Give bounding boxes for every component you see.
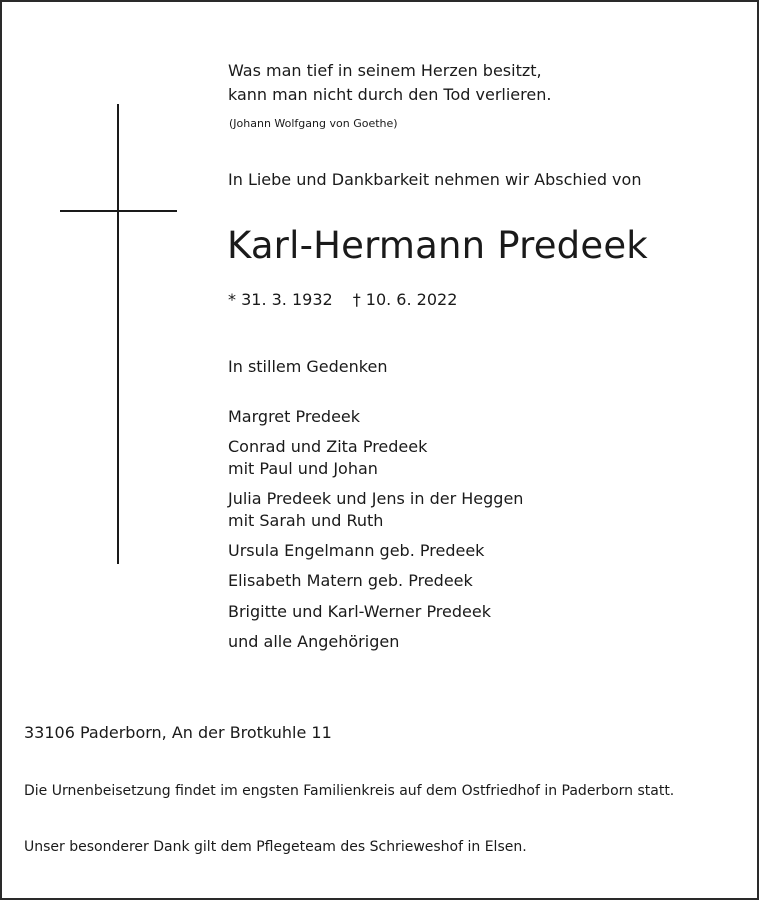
mourner-name: Margret Predeek xyxy=(228,407,361,426)
mourner-item xyxy=(228,540,523,561)
quote-line-1: Was man tief in seinem Herzen besitzt, xyxy=(228,61,542,80)
mourner-item xyxy=(228,570,523,591)
mourner-item xyxy=(228,488,523,531)
mourner-item xyxy=(228,631,523,652)
mourner-children: mit Paul und Johan xyxy=(228,458,378,478)
mourner-children: mit Sarah und Ruth xyxy=(228,510,384,530)
death-date: † 10. 6. 2022 xyxy=(352,290,458,309)
burial-note: Die Urnenbeisetzung findet im engsten Familienkreis auf dem Ostfriedhof in Paderborn statt. xyxy=(24,783,675,799)
mourner-item xyxy=(228,406,523,427)
cross-icon xyxy=(117,104,119,564)
quote-author: (Johann Wolfgang von Goethe) xyxy=(229,117,398,130)
life-dates xyxy=(228,289,457,311)
cross-icon-crossbar xyxy=(60,210,177,212)
mourner-name: Brigitte und Karl-Werner Predeek xyxy=(228,601,491,621)
deceased-name: Karl-Hermann Predeek xyxy=(227,224,648,267)
quote-line-2: kann man nicht durch den Tod verlieren. xyxy=(228,85,552,104)
intro-text: In Liebe und Dankbarkeit nehmen wir Abschied von xyxy=(228,170,642,189)
mourner-name: Elisabeth Matern geb. Predeek xyxy=(228,571,473,591)
mourner-name: und alle Angehörigen xyxy=(228,632,400,652)
mourner-name: Conrad und Zita Predeek xyxy=(228,437,428,457)
thanks-note: Unser besonderer Dank gilt dem Pflegeteam des Schrieweshof in Elsen. xyxy=(24,839,527,855)
mourner-item xyxy=(228,601,523,622)
family-address: 33106 Paderborn, An der Brotkuhle 11 xyxy=(24,723,332,742)
mourner-name: Ursula Engelmann geb. Predeek xyxy=(228,541,485,561)
birth-date: * 31. 3. 1932 xyxy=(228,290,333,309)
memorial-text: In stillem Gedenken xyxy=(228,357,388,376)
quote xyxy=(228,59,551,107)
mourners-list xyxy=(228,406,523,662)
mourner-item xyxy=(228,436,523,479)
mourner-name: Julia Predeek und Jens in der Heggen xyxy=(228,489,524,509)
